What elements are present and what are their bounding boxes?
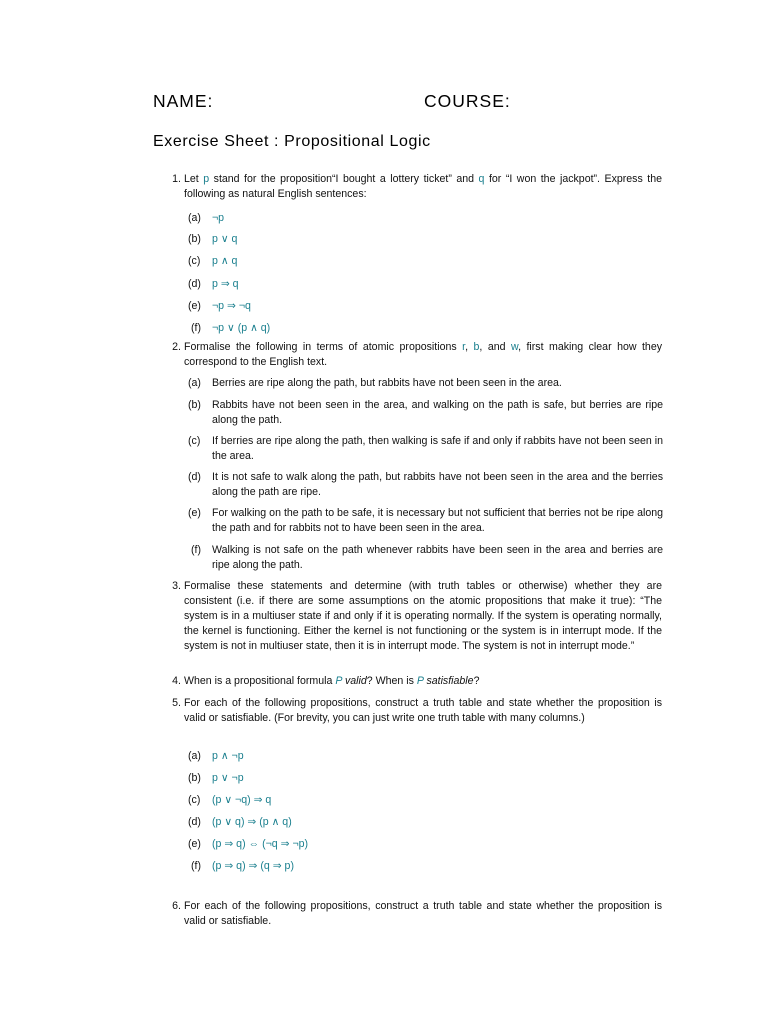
course-label: COURSE: — [424, 91, 511, 111]
formula: (p ∨ q) ⇒ (p ∧ q) — [212, 816, 292, 828]
formula: (p ⇒ q) ⇔ (¬q ⇒ ¬p) — [212, 838, 309, 850]
question-text: For each of the following propositions, construct a truth table and state whether the proposition is valid or satisfiable. (For brevity, you can just write one truth table with many columns.) — [184, 697, 662, 724]
formula: ¬p — [212, 212, 225, 224]
question-number: 5. — [172, 697, 181, 709]
question-text: Let p stand for the proposition“I bought a lottery ticket” and q for “I won the jackpot”. Express the following as natural English sentences: — [184, 173, 662, 200]
formula: p ∨ q — [212, 233, 238, 245]
formula: p ∧ q — [212, 255, 238, 267]
question-text: Formalise these statements and determine (with truth tables or otherwise) whether they are consistent (i.e. if there are some assumptions on the atomic propositions that make it true): “The system is in a multiuser state if and only if it is operating normally. If the system is operating normally, the kernel is functioning. Either the kernel is not functioning or the system is in interrupt mode. If the system is not in multiuser state, then it is in interrupt mode. The system is not in interrupt mode.” — [184, 580, 662, 652]
name-label: NAME: — [153, 91, 214, 111]
question-number: 1. — [172, 173, 181, 185]
question-text: Formalise the following in terms of atomic propositions r, b, and w, first making clear how they correspond to the English text. — [184, 341, 663, 368]
formula: (p ⇒ q) ⇒ (q ⇒ p) — [212, 860, 294, 872]
formula: p ⇒ q — [212, 278, 239, 290]
formula: p ∨ ¬p — [212, 772, 244, 784]
formula: ¬p ∨ (p ∧ q) — [212, 322, 271, 334]
var-p: p — [203, 173, 210, 185]
exercise-sheet-page: NAME: COURSE: Exercise Sheet : Propositional Logic 1. Let p stand for the proposition“I bought a lottery ticket” and q for “I won the jackpot”. Express the following as natural English sentences: (a) ¬p (b) p ∨ q (c) p ∧ q (d) p ⇒ q (e) ¬p ⇒ ¬q (f) ¬p ∨ (p ∧ q) 2. Formalise the following in terms of atomic propositions r, b, and w, first making clear how they correspond to the English text. (a) Berries are ripe along the path, but rabbits have not been seen in the area. (b) Rabbits have not been seen in the area, and walking on the path is safe, but berries are ripe along the path. (c) If berries are ripe along the path, then walking is safe if and only if rabbits have not been seen in the area. (d) It is not safe to walk along the path, but rabbits have not been seen in the area and the berries along the path are ripe. (e) For walking on the path to be safe, it is necessary but not sufficient that berries not be ripe along the path and for rabbits not to have been seen in the area. (f) Walking is not safe on the path whenever rabbits have been seen in the area and berries are ripe along the path. 3. Formalise these statements and determine (with truth tables or otherwise) whether they are consistent (i.e. if there are some assumptions on the atomic propositions that make it true): “The system is in a multiuser state if and only if it is operating normally. If the system is operating normally, the kernel is functioning. Either the kernel is not functioning or the system is in interrupt mode. If the system is not in multiuser state, then it is in interrupt mode. The system is not in interrupt mode.” 4. When is a propositional formula P valid? When is P satisfiable? 5. For each of the following propositions, construct a truth table and state whether the proposition is valid or satisfiable. (For brevity, you can just write one truth table with many columns.) (a) p ∧ ¬p (b) p ∨ ¬p (c) (p ∨ ¬q) ⇒ q (d) (p ∨ q) ⇒ (p ∧ q) (e) (p ⇒ q) ⇔ (¬q ⇒ ¬p) (f) (p ⇒ q) ⇒ (q ⇒ p) 6. For each of the following propositions, construct a truth table and state whether the proposition is valid or satisfiable. — [153, 91, 663, 927]
question-text: When is a propositional formula P valid? When is P satisfiable? — [184, 675, 480, 687]
formula: (p ∨ ¬q) ⇒ q — [212, 794, 272, 806]
question-number: 3. — [172, 580, 181, 592]
var-q: q — [478, 173, 485, 185]
question-number: 2. — [172, 341, 181, 353]
question-number: 6. — [172, 900, 181, 912]
formula: ¬p ⇒ ¬q — [212, 300, 251, 312]
question-number: 4. — [172, 675, 181, 687]
formula: p ∧ ¬p — [212, 750, 244, 762]
question-text: For each of the following propositions, construct a truth table and state whether the proposition is valid or satisfiable. — [184, 900, 662, 927]
page-title: Exercise Sheet : Propositional Logic — [153, 133, 431, 150]
